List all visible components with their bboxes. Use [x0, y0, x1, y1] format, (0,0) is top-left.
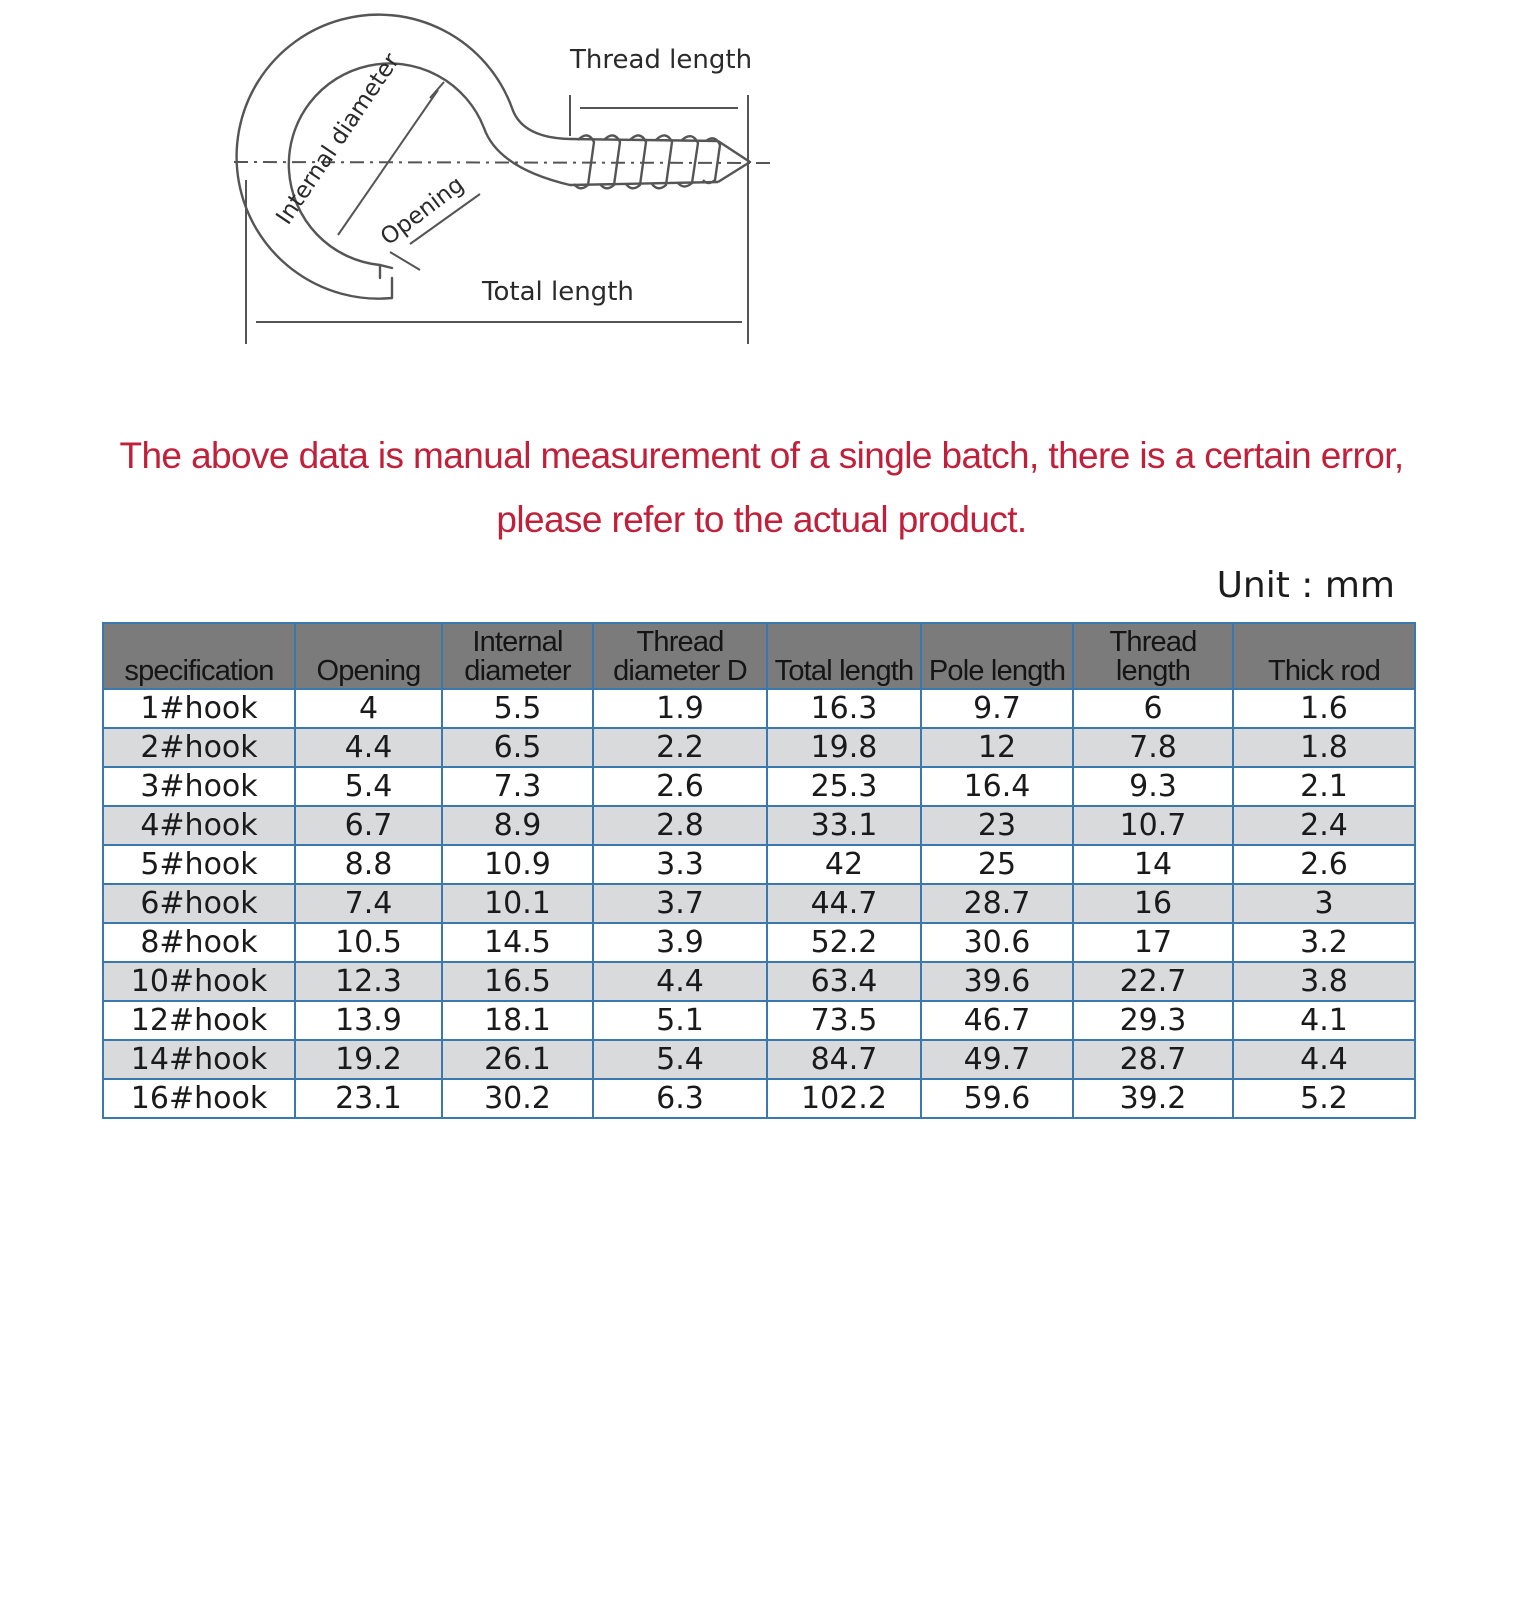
header-thread-diameter: Thread diameter D [593, 623, 767, 689]
table-cell: 14 [1073, 845, 1233, 884]
table-cell: 8.8 [295, 845, 442, 884]
table-cell: 18.1 [442, 1001, 593, 1040]
hook-open-end [380, 265, 392, 268]
table-cell: 2.8 [593, 806, 767, 845]
table-cell: 16.3 [767, 689, 921, 728]
table-cell: 4.1 [1233, 1001, 1415, 1040]
table-cell: 16 [1073, 884, 1233, 923]
table-cell: 12 [921, 728, 1073, 767]
table-cell: 5.4 [593, 1040, 767, 1079]
thread-6 [703, 138, 720, 183]
table-cell: 3.2 [1233, 923, 1415, 962]
table-cell: 22.7 [1073, 962, 1233, 1001]
spec-name-cell: 5#hook [103, 845, 295, 884]
table-cell: 1.8 [1233, 728, 1415, 767]
table-cell: 6 [1073, 689, 1233, 728]
table-cell: 4.4 [295, 728, 442, 767]
table-cell: 25 [921, 845, 1073, 884]
header-pole-length: Pole length [921, 623, 1073, 689]
shank-bottom-edge [570, 182, 718, 185]
table-cell: 26.1 [442, 1040, 593, 1079]
table-cell: 5.5 [442, 689, 593, 728]
table-cell: 3.8 [1233, 962, 1415, 1001]
table-cell: 46.7 [921, 1001, 1073, 1040]
table-cell: 7.4 [295, 884, 442, 923]
table-cell: 9.7 [921, 689, 1073, 728]
table-cell: 6.3 [593, 1079, 767, 1118]
table-cell: 63.4 [767, 962, 921, 1001]
table-cell: 2.2 [593, 728, 767, 767]
table-cell: 30.6 [921, 923, 1073, 962]
table-cell: 19.8 [767, 728, 921, 767]
table-cell: 102.2 [767, 1079, 921, 1118]
table-row [103, 728, 1415, 767]
table-cell: 13.9 [295, 1001, 442, 1040]
thread-5 [678, 136, 698, 186]
hook-outer-curve [237, 15, 570, 299]
hook-specification-table [102, 622, 1416, 1119]
table-cell: 1.9 [593, 689, 767, 728]
table-cell: 4 [295, 689, 442, 728]
total-length-label: Total length [482, 277, 634, 307]
table-cell: 3 [1233, 884, 1415, 923]
table-cell: 16.5 [442, 962, 593, 1001]
table-cell: 14.5 [442, 923, 593, 962]
table-row [103, 962, 1415, 1001]
table-cell: 29.3 [1073, 1001, 1233, 1040]
table-cell: 10.5 [295, 923, 442, 962]
spec-name-cell: 10#hook [103, 962, 295, 1001]
spec-name-cell: 3#hook [103, 767, 295, 806]
header-internal-diameter: Internal diameter [442, 623, 593, 689]
spec-name-cell: 8#hook [103, 923, 295, 962]
table-cell: 19.2 [295, 1040, 442, 1079]
spec-name-cell: 1#hook [103, 689, 295, 728]
spec-name-cell: 2#hook [103, 728, 295, 767]
table-row [103, 806, 1415, 845]
table-cell: 10.1 [442, 884, 593, 923]
opening-leader [390, 252, 420, 270]
spec-name-cell: 16#hook [103, 1079, 295, 1118]
table-cell: 9.3 [1073, 767, 1233, 806]
table-cell: 17 [1073, 923, 1233, 962]
table-cell: 25.3 [767, 767, 921, 806]
table-cell: 1.6 [1233, 689, 1415, 728]
table-cell: 5.1 [593, 1001, 767, 1040]
table-cell: 3.3 [593, 845, 767, 884]
table-cell: 3.7 [593, 884, 767, 923]
table-row [103, 1079, 1415, 1118]
table-cell: 5.4 [295, 767, 442, 806]
spec-name-cell: 6#hook [103, 884, 295, 923]
table-row [103, 767, 1415, 806]
table-row [103, 884, 1415, 923]
table-cell: 42 [767, 845, 921, 884]
header-thick-rod: Thick rod [1233, 623, 1415, 689]
table-cell: 3.9 [593, 923, 767, 962]
table-cell: 6.7 [295, 806, 442, 845]
table-row [103, 845, 1415, 884]
table-cell: 59.6 [921, 1079, 1073, 1118]
table-cell: 23.1 [295, 1079, 442, 1118]
table-cell: 2.1 [1233, 767, 1415, 806]
table-cell: 33.1 [767, 806, 921, 845]
table-cell: 39.2 [1073, 1079, 1233, 1118]
table-cell: 10.7 [1073, 806, 1233, 845]
measurement-notice-line-1: The above data is manual measurement of a single batch, there is a certain error, [119, 435, 1404, 476]
screw-tip [718, 141, 750, 182]
table-cell: 23 [921, 806, 1073, 845]
table-cell: 2.6 [1233, 845, 1415, 884]
header-thread-length: Thread length [1073, 623, 1233, 689]
opening-label: Opening [375, 171, 470, 251]
header-specification: specification [103, 623, 295, 689]
table-cell: 12.3 [295, 962, 442, 1001]
table-cell: 7.8 [1073, 728, 1233, 767]
table-row [103, 1040, 1415, 1079]
measurement-notice-line-2: please refer to the actual product. [496, 499, 1027, 540]
spec-name-cell: 12#hook [103, 1001, 295, 1040]
header-total-length: Total length [767, 623, 921, 689]
internal-diameter-label: Internal diameter [271, 48, 405, 230]
table-cell: 30.2 [442, 1079, 593, 1118]
table-cell: 84.7 [767, 1040, 921, 1079]
table-cell: 10.9 [442, 845, 593, 884]
table-cell: 6.5 [442, 728, 593, 767]
table-body [103, 689, 1415, 1118]
header-opening: Opening [295, 623, 442, 689]
thread-length-label: Thread length [570, 45, 753, 75]
internal-diameter-tick [430, 82, 444, 98]
table-row [103, 923, 1415, 962]
table-row [103, 689, 1415, 728]
hook-dimension-diagram [0, 0, 1523, 400]
table-cell: 49.7 [921, 1040, 1073, 1079]
spec-name-cell: 14#hook [103, 1040, 295, 1079]
spec-name-cell: 4#hook [103, 806, 295, 845]
table-cell: 28.7 [921, 884, 1073, 923]
table-cell: 39.6 [921, 962, 1073, 1001]
table-cell: 4.4 [1233, 1040, 1415, 1079]
table-row [103, 1001, 1415, 1040]
table-cell: 8.9 [442, 806, 593, 845]
table-cell: 73.5 [767, 1001, 921, 1040]
table-cell: 2.6 [593, 767, 767, 806]
table-cell: 16.4 [921, 767, 1073, 806]
table-cell: 2.4 [1233, 806, 1415, 845]
table-cell: 52.2 [767, 923, 921, 962]
table-cell: 4.4 [593, 962, 767, 1001]
table-cell: 44.7 [767, 884, 921, 923]
table-cell: 28.7 [1073, 1040, 1233, 1079]
threaded-shank [570, 135, 750, 188]
unit-label: Unit : mm [1216, 565, 1395, 606]
hook-outline [237, 15, 570, 299]
table-cell: 7.3 [442, 767, 593, 806]
table-header-row [103, 623, 1415, 689]
table-cell: 5.2 [1233, 1079, 1415, 1118]
